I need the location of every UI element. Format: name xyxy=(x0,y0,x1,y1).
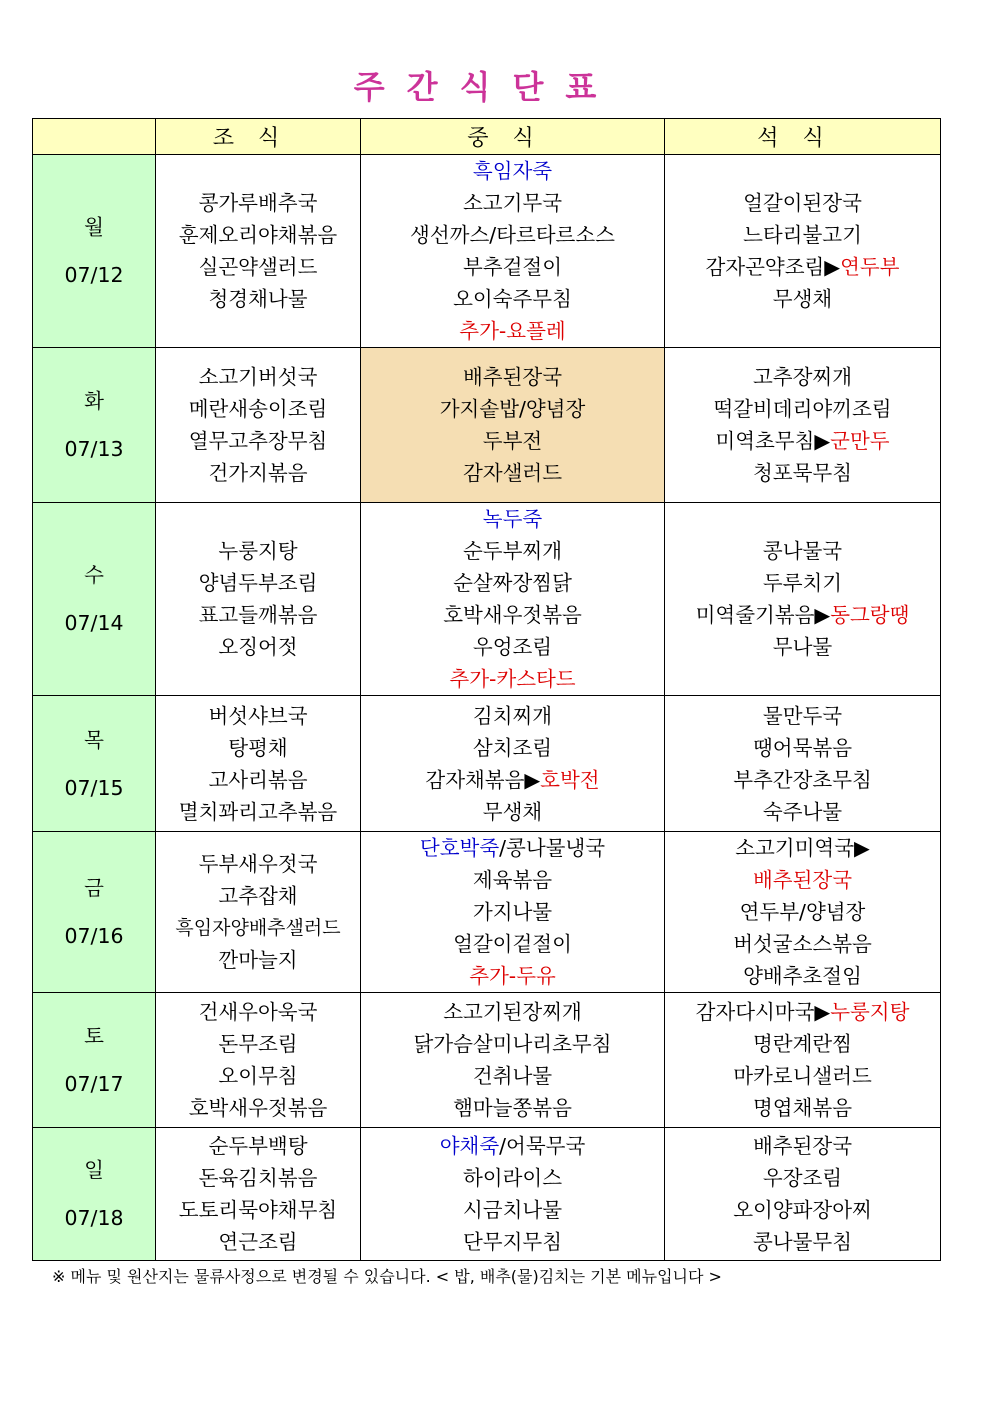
menu-item-text: 마카로니샐러드 xyxy=(733,1064,872,1088)
day-date: 07/14 xyxy=(64,611,124,635)
menu-item xyxy=(156,732,360,764)
menu-item xyxy=(156,880,360,912)
day-name: 수 xyxy=(84,563,104,587)
breakfast-cell xyxy=(156,155,361,348)
day-date: 07/16 xyxy=(64,924,124,948)
menu-item xyxy=(156,457,360,489)
menu-item-text: 단무지무침 xyxy=(462,1230,562,1254)
day-date: 07/15 xyxy=(64,775,124,800)
menu-item xyxy=(156,425,360,457)
menu-item-text: 얼갈이된장국 xyxy=(743,191,862,215)
day-name: 토 xyxy=(84,1024,104,1048)
menu-item-text: 훈제오리야채볶음 xyxy=(178,223,338,247)
menu-item xyxy=(156,796,360,828)
menu-item-text: 부추간장초무침 xyxy=(733,767,872,792)
menu-item xyxy=(361,361,664,393)
menu-item xyxy=(156,361,360,393)
menu-item-text: 연두부/양념장 xyxy=(739,900,866,924)
menu-item-text: 고추잡채 xyxy=(218,884,298,908)
menu-item xyxy=(665,599,940,631)
menu-item-text: 흑임자양배추샐러드 xyxy=(175,917,341,939)
menu-item xyxy=(665,393,940,425)
menu-item-text: 건새우아욱국 xyxy=(198,1000,318,1024)
menu-item xyxy=(156,567,360,599)
menu-item xyxy=(665,361,940,393)
menu-item-text: 부추겉절이 xyxy=(462,255,562,279)
menu-item xyxy=(156,1194,360,1226)
menu-item-alternative: 동그랑땡 xyxy=(830,603,910,627)
breakfast-cell xyxy=(156,696,361,832)
menu-item xyxy=(665,631,940,663)
menu-item-text: 고사리볶음 xyxy=(208,767,308,792)
menu-item xyxy=(361,631,664,663)
menu-item xyxy=(361,1130,664,1162)
menu-item-text: 두부새우젓국 xyxy=(198,852,318,876)
menu-item xyxy=(156,393,360,425)
menu-item xyxy=(156,848,360,880)
menu-item-text: 깐마늘지 xyxy=(218,948,298,972)
menu-item-text: 돈무조림 xyxy=(218,1032,298,1056)
menu-item-text: 콩나물국 xyxy=(762,539,843,563)
menu-item-text: 양념두부조림 xyxy=(198,571,318,595)
day-row xyxy=(33,1128,941,1261)
menu-item-text: 우장조림 xyxy=(762,1166,843,1190)
menu-item-text: 얼갈이겉절이 xyxy=(453,932,572,956)
menu-item-text: 녹두죽 xyxy=(482,507,543,531)
menu-item-text: 건취나물 xyxy=(472,1064,553,1088)
menu-item xyxy=(665,1028,940,1060)
menu-item xyxy=(361,251,664,283)
menu-item-rest: /콩나물냉국 xyxy=(499,836,606,860)
day-cell xyxy=(33,155,156,348)
breakfast-cell xyxy=(156,832,361,993)
menu-item xyxy=(665,1092,940,1124)
menu-item-text: 제육볶음 xyxy=(472,868,553,892)
menu-item-text: 미역줄기볶음▶ xyxy=(695,603,831,627)
day-name: 금 xyxy=(84,876,104,900)
menu-item-text: 순두부백탕 xyxy=(208,1134,308,1158)
day-row xyxy=(33,348,941,503)
day-cell xyxy=(33,348,156,503)
menu-item xyxy=(156,187,360,219)
menu-item-text: 감자다시마국▶ xyxy=(695,1000,831,1024)
day-date: 07/17 xyxy=(64,1072,124,1096)
menu-item xyxy=(665,251,940,283)
menu-item-text: 실곤약샐러드 xyxy=(198,255,318,279)
menu-item xyxy=(665,796,940,828)
menu-item-rest: /어묵무국 xyxy=(499,1134,586,1158)
menu-item xyxy=(361,1162,664,1194)
menu-item xyxy=(361,535,664,567)
menu-item xyxy=(156,764,360,796)
menu-item xyxy=(665,960,940,992)
menu-item-text: 물만두국 xyxy=(762,703,843,728)
menu-item xyxy=(665,700,940,732)
menu-item-alternative: 호박전 xyxy=(540,767,600,792)
menu-item xyxy=(665,764,940,796)
menu-item xyxy=(361,896,664,928)
menu-item-text: 오이양파장아찌 xyxy=(733,1198,872,1222)
menu-item xyxy=(665,896,940,928)
menu-item xyxy=(665,1194,940,1226)
menu-item-text: 우엉조림 xyxy=(472,635,553,659)
menu-item xyxy=(361,960,664,992)
menu-item xyxy=(665,928,940,960)
menu-item-text: 소고기된장찌개 xyxy=(443,1000,582,1024)
menu-item-text: 열무고추장무침 xyxy=(188,429,328,453)
menu-item xyxy=(156,631,360,663)
menu-body xyxy=(33,155,941,1261)
menu-item-text: 추가-두유 xyxy=(469,964,556,988)
menu-item-text: 소고기버섯국 xyxy=(198,365,318,389)
menu-item-text: 가지솥밥/양념장 xyxy=(439,397,586,421)
menu-item xyxy=(361,457,664,489)
footer-note: ※ 메뉴 및 원산지는 물류사정으로 변경될 수 있습니다. < 밥, 배추(물)김치는 기본 메뉴입니다 > xyxy=(52,1267,722,1286)
menu-item xyxy=(156,1162,360,1194)
menu-item-text: 탕평채 xyxy=(228,735,288,760)
menu-item-text: 감자샐러드 xyxy=(462,461,562,485)
menu-item-text: 오징어젓 xyxy=(218,635,298,659)
menu-item xyxy=(156,912,360,944)
lunch-cell xyxy=(361,348,665,503)
menu-item xyxy=(665,732,940,764)
lunch-cell xyxy=(361,503,665,696)
menu-item-text: 소고기무국 xyxy=(462,191,562,215)
menu-item xyxy=(361,796,664,828)
lunch-cell xyxy=(361,832,665,993)
day-row xyxy=(33,155,941,348)
menu-item xyxy=(361,219,664,251)
lunch-cell xyxy=(361,993,665,1128)
corner-cell xyxy=(33,119,156,155)
dinner-cell xyxy=(665,155,941,348)
menu-item xyxy=(361,425,664,457)
menu-item-text: 가지나물 xyxy=(472,900,553,924)
menu-item xyxy=(665,1162,940,1194)
menu-item-text: 숙주나물 xyxy=(762,799,843,824)
menu-item xyxy=(361,1060,664,1092)
menu-item-text: 추가-카스타드 xyxy=(449,667,576,691)
menu-item xyxy=(361,1194,664,1226)
menu-item xyxy=(156,1060,360,1092)
dinner-cell xyxy=(665,348,941,503)
day-cell xyxy=(33,1128,156,1261)
page-title: 주간식단표 xyxy=(353,68,619,106)
breakfast-cell xyxy=(156,348,361,503)
menu-item-text: 김치찌개 xyxy=(472,703,553,728)
day-cell xyxy=(33,503,156,696)
menu-item-text: 야채죽 xyxy=(439,1134,500,1158)
menu-item-text: 배추된장국 xyxy=(462,365,562,389)
menu-item xyxy=(361,732,664,764)
menu-item-text: 미역초무침▶ xyxy=(715,429,831,453)
day-name: 목 xyxy=(84,727,104,752)
menu-item xyxy=(665,864,940,896)
menu-item xyxy=(361,832,664,864)
day-row xyxy=(33,832,941,993)
menu-item-text: 연근조림 xyxy=(218,1230,298,1254)
menu-item-text: 무생채 xyxy=(482,799,543,824)
dinner-cell xyxy=(665,832,941,993)
menu-item xyxy=(361,315,664,347)
menu-item-text: 콩가루배추국 xyxy=(198,191,318,215)
menu-item-text: 돈육김치볶음 xyxy=(198,1166,318,1190)
menu-item xyxy=(361,155,664,187)
menu-item xyxy=(156,599,360,631)
menu-item-text: 콩나물무침 xyxy=(752,1230,852,1254)
breakfast-cell xyxy=(156,993,361,1128)
menu-item-text: 버섯샤브국 xyxy=(208,703,308,728)
menu-item xyxy=(665,1130,940,1162)
menu-item-alternative: 연두부 xyxy=(840,255,900,279)
menu-item-alternative: 누룽지탕 xyxy=(830,1000,910,1024)
day-date: 07/12 xyxy=(64,263,124,287)
menu-item xyxy=(156,251,360,283)
day-cell xyxy=(33,696,156,832)
menu-item-text: 감자곤약조림▶ xyxy=(705,255,841,279)
day-row xyxy=(33,993,941,1128)
dinner-cell xyxy=(665,993,941,1128)
menu-item-text: 호박새우젓볶음 xyxy=(443,603,582,627)
menu-item-text: 오이무침 xyxy=(218,1064,298,1088)
menu-item-text: 하이라이스 xyxy=(462,1166,562,1190)
menu-item-text: 건가지볶음 xyxy=(208,461,308,485)
menu-item-text: 땡어묵볶음 xyxy=(752,735,852,760)
day-row xyxy=(33,503,941,696)
menu-item xyxy=(156,219,360,251)
menu-item xyxy=(156,283,360,315)
menu-item-text: 생선까스/타르타르소스 xyxy=(410,223,615,247)
menu-item-text: 감자채볶음▶ xyxy=(425,767,541,792)
menu-item xyxy=(361,928,664,960)
menu-item xyxy=(156,1028,360,1060)
menu-item-text: 느타리불고기 xyxy=(743,223,862,247)
menu-item xyxy=(361,283,664,315)
menu-item xyxy=(665,832,940,864)
menu-item-text: 두루치기 xyxy=(762,571,843,595)
dinner-cell xyxy=(665,696,941,832)
menu-item-text: 햄마늘쫑볶음 xyxy=(453,1096,572,1120)
menu-item-text: 호박새우젓볶음 xyxy=(188,1096,328,1120)
header-lunch: 중식 xyxy=(361,119,665,155)
menu-item xyxy=(156,996,360,1028)
menu-item xyxy=(156,1226,360,1258)
menu-item-text: 명란계란찜 xyxy=(752,1032,852,1056)
day-name: 일 xyxy=(84,1158,104,1182)
menu-item xyxy=(361,1226,664,1258)
menu-item xyxy=(361,663,664,695)
menu-item xyxy=(665,425,940,457)
menu-item-text: 청경채나물 xyxy=(208,287,308,311)
menu-item xyxy=(361,764,664,796)
menu-item-text: 오이숙주무침 xyxy=(453,287,572,311)
menu-item xyxy=(156,1092,360,1124)
menu-item-text: 무생채 xyxy=(772,287,833,311)
menu-item xyxy=(361,1092,664,1124)
day-name: 화 xyxy=(84,389,104,413)
menu-item-text: 삼치조림 xyxy=(472,735,553,760)
menu-item xyxy=(665,283,940,315)
menu-item xyxy=(665,457,940,489)
lunch-cell xyxy=(361,1128,665,1261)
menu-item-text: 추가-요플레 xyxy=(459,319,566,343)
menu-item-text: 도토리묵야채무침 xyxy=(178,1198,338,1222)
header-breakfast: 조식 xyxy=(156,119,361,155)
menu-item xyxy=(361,996,664,1028)
menu-item-text: 소고기미역국▶ xyxy=(735,836,870,860)
menu-item-text: 청포묵무침 xyxy=(752,461,852,485)
menu-item-text: 메란새송이조림 xyxy=(188,397,328,421)
menu-item xyxy=(361,187,664,219)
menu-item-text: 떡갈비데리야끼조림 xyxy=(713,397,892,421)
menu-item xyxy=(156,944,360,976)
menu-item-text: 무나물 xyxy=(772,635,833,659)
menu-item xyxy=(665,219,940,251)
day-date: 07/18 xyxy=(64,1206,124,1230)
menu-item xyxy=(665,1060,940,1092)
menu-item-text: 멸치꽈리고추볶음 xyxy=(178,799,338,824)
header-dinner: 석식 xyxy=(665,119,941,155)
menu-item-text: 흑임자죽 xyxy=(472,159,553,183)
menu-item xyxy=(665,996,940,1028)
header-row xyxy=(33,119,941,155)
dinner-cell xyxy=(665,503,941,696)
menu-item xyxy=(665,1226,940,1258)
menu-item xyxy=(156,535,360,567)
breakfast-cell xyxy=(156,503,361,696)
menu-item-text: 닭가슴살미나리초무침 xyxy=(413,1032,612,1056)
lunch-cell xyxy=(361,155,665,348)
menu-item xyxy=(361,1028,664,1060)
day-row xyxy=(33,696,941,832)
menu-item-text: 시금치나물 xyxy=(462,1198,562,1222)
menu-item-text: 양배추초절임 xyxy=(743,964,862,988)
menu-item xyxy=(665,535,940,567)
menu-item-text: 단호박죽 xyxy=(419,836,500,860)
menu-item-text: 순살짜장찜닭 xyxy=(453,571,572,595)
menu-item xyxy=(361,567,664,599)
menu-item-alternative: 군만두 xyxy=(830,429,890,453)
menu-item-text: 표고들깨볶음 xyxy=(198,603,318,627)
day-name: 월 xyxy=(84,215,104,239)
dinner-cell xyxy=(665,1128,941,1261)
menu-item-text: 명엽채볶음 xyxy=(752,1096,852,1120)
menu-item xyxy=(156,1130,360,1162)
menu-item xyxy=(665,187,940,219)
day-cell xyxy=(33,993,156,1128)
menu-item xyxy=(665,567,940,599)
menu-item-text: 버섯굴소스볶음 xyxy=(733,932,872,956)
menu-item xyxy=(156,700,360,732)
menu-item-text: 배추된장국 xyxy=(752,1134,852,1158)
lunch-cell xyxy=(361,696,665,832)
day-cell xyxy=(33,832,156,993)
breakfast-cell xyxy=(156,1128,361,1261)
menu-item xyxy=(361,503,664,535)
menu-item-text: 배추된장국 xyxy=(752,868,852,892)
menu-item-text: 두부전 xyxy=(482,429,543,453)
menu-item-text: 고추장찌개 xyxy=(752,365,852,389)
menu-item-text: 누룽지탕 xyxy=(218,539,298,563)
menu-item xyxy=(361,864,664,896)
menu-item-text: 순두부찌개 xyxy=(462,539,562,563)
menu-item xyxy=(361,393,664,425)
day-date: 07/13 xyxy=(64,437,124,461)
weekly-menu-table xyxy=(32,118,941,1261)
menu-item xyxy=(361,599,664,631)
menu-item xyxy=(361,700,664,732)
